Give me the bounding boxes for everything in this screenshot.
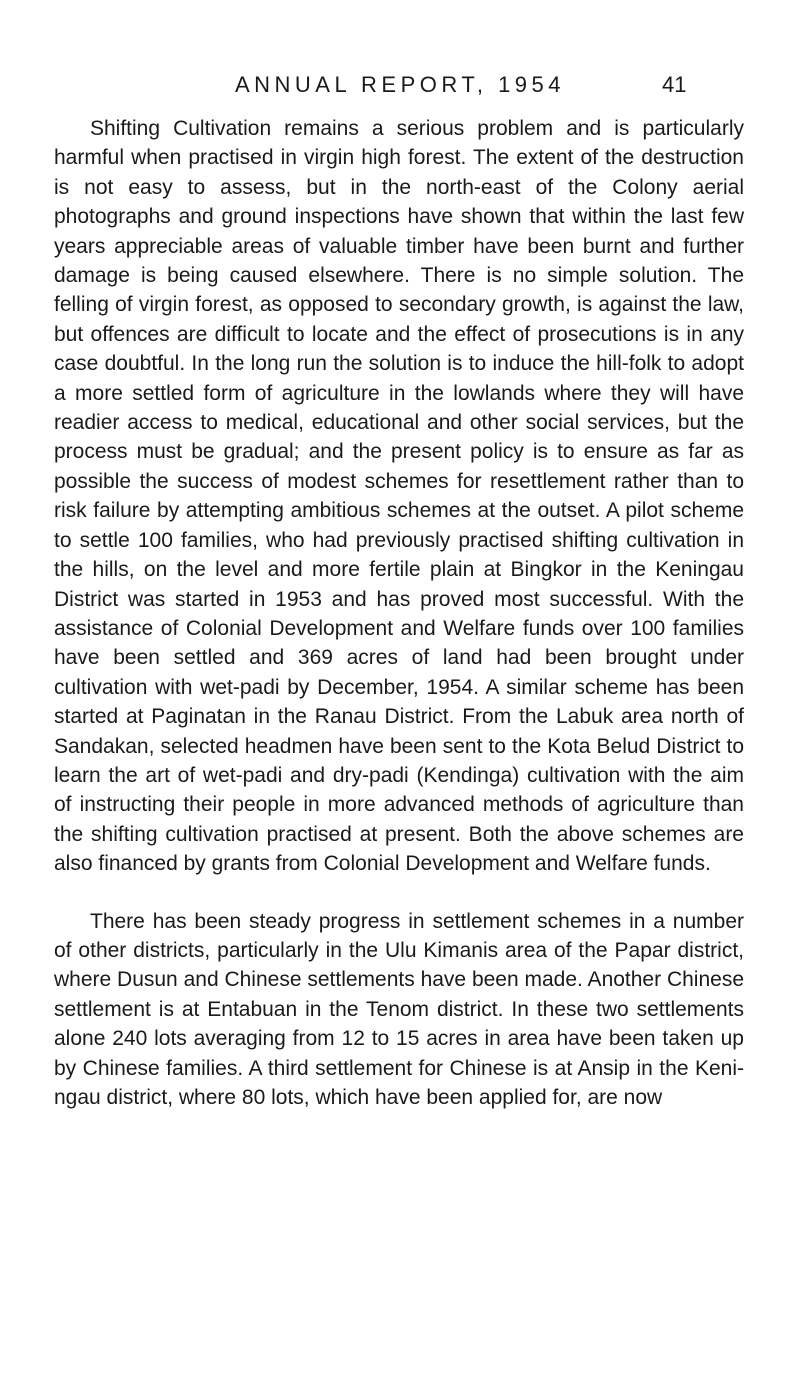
page-number: 41 <box>662 72 687 97</box>
paragraph-shifting-cultivation: Shifting Cultivation remains a serious problem and is particularly harmful when practised in virgin high forest. The extent of the destruction is not easy to assess, but in the north-east of the Colony aerial photographs and ground inspections have shown that within the last few years appreciable areas of valuable timber have been burnt and further damage is being caused elsewhere. There is no simple solution. The felling of virgin forest, as opposed to secondary growth, is against the law, but offences are difficult to locate and the effect of prosecutions is in any case doubtful. In the long run the solution is to induce the hill-folk to adopt a more settled form of agriculture in the lowlands where they will have readier access to medical, educational and other social services, but the process must be gradual; and the present policy is to ensure as far as possible the success of modest schemes for resettlement rather than to risk failure by attempting ambitious schemes at the outset. A pilot scheme to settle 100 families, who had previously practised shifting cultivation in the hills, on the level and more fertile plain at Bingkor in the Keningau District was started in 1953 and has proved most successful. With the assistance of Colonial Development and Welfare funds over 100 families have been settled and 369 acres of land had been brought under cultivation with wet-padi by December, 1954. A similar scheme has been started at Paginatan in the Ranau District. From the Labuk area north of Sandakan, selected headmen have been sent to the Kota Belud District to learn the art of wet-padi and dry-padi (Kendinga) cultivation with the aim of instructing their people in more advanced methods of agriculture than the shifting cultivation practised at present. Both the above schemes are also financed by grants from Colonial Development and Welfare funds. <box>54 117 744 876</box>
running-head: ANNUAL REPORT, 1954 <box>234 72 566 97</box>
body-text <box>54 114 744 1112</box>
paragraph-settlement-schemes: There has been steady progress in settlement schemes in a number of other districts, particularly in the Ulu Kimanis area of the Papar district, where Dusun and Chinese settlements have been made. Another Chinese settlement is at Entabuan in the Tenom district. In these two settlements alone 240 lots averaging from 12 to 15 acres in area have been taken up by Chinese families. A third settlement for Chinese is at Ansip in the Keni-ngau district, where 80 lots, which have been applied for, are now <box>54 909 744 1109</box>
